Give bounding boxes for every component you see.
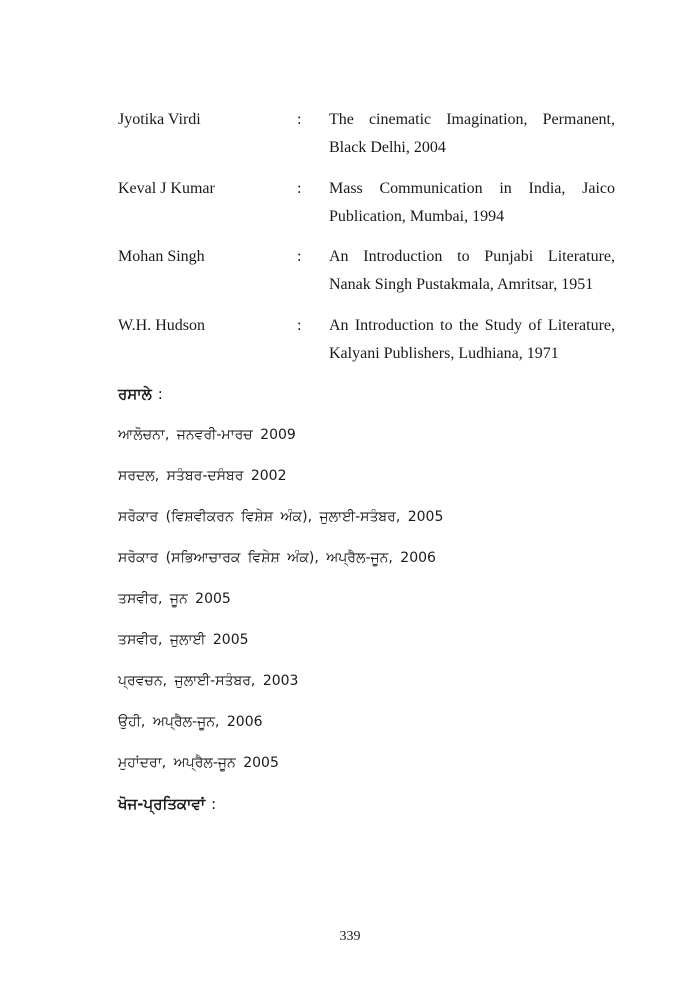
journals-heading-separator: : bbox=[157, 385, 163, 403]
page-number: 339 bbox=[339, 929, 361, 944]
reference-work: The cinematic Imagination, Permanent, Black Delhi, 2004 bbox=[329, 111, 615, 156]
reference-separator: : bbox=[297, 317, 302, 334]
journals-heading-label: ਰਸਾਲੇ bbox=[118, 385, 152, 403]
journal-item: ਸਰੋਕਾਰ (ਸਭਿਆਚਾਰਕ ਵਿਸ਼ੇਸ਼ ਅੰਕ), ਅਪ੍ਰੈਲ-ਜੂਨ, 2006 bbox=[118, 550, 436, 566]
journals-heading bbox=[118, 385, 163, 403]
reference-separator: : bbox=[297, 180, 302, 197]
journal-item: ਸਰੋਕਾਰ (ਵਿਸ਼ਵੀਕਰਨ ਵਿਸ਼ੇਸ਼ ਅੰਕ), ਜੁਲਾਈ-ਸਤੰਬਰ, 2005 bbox=[118, 509, 444, 525]
reference-work: An Introduction to the Study of Literature, Kalyani Publishers, Ludhiana, 1971 bbox=[329, 317, 615, 362]
theses-heading-label: ਖੋਜ-ਪ੍ਰਤਿਕਾਵਾਂ bbox=[118, 795, 206, 813]
reference-separator: : bbox=[297, 248, 302, 265]
journal-item: ਪ੍ਰਵਚਨ, ਜੁਲਾਈ-ਸਤੰਬਰ, 2003 bbox=[118, 673, 299, 689]
journal-item: ਤਸਵੀਰ, ਜੁਲਾਈ 2005 bbox=[118, 632, 249, 648]
journal-item: ਸਰਦਲ, ਸਤੰਬਰ-ਦਸੰਬਰ 2002 bbox=[118, 468, 287, 484]
reference-work: An Introduction to Punjabi Literature, Nanak Singh Pustakmala, Amritsar, 1951 bbox=[329, 248, 615, 293]
reference-author: Mohan Singh bbox=[118, 248, 205, 265]
journal-item: ਤਸਵੀਰ, ਜੂਨ 2005 bbox=[118, 591, 231, 607]
journal-item: ਆਲੋਚਨਾ, ਜਨਵਰੀ-ਮਾਰਚ 2009 bbox=[118, 427, 296, 443]
theses-heading-separator: : bbox=[211, 795, 217, 813]
reference-work: Mass Communication in India, Jaico Publication, Mumbai, 1994 bbox=[329, 180, 615, 225]
reference-author: Jyotika Virdi bbox=[118, 111, 201, 128]
journal-item: ਉਹੀ, ਅਪ੍ਰੈਲ-ਜੂਨ, 2006 bbox=[118, 714, 263, 730]
theses-heading bbox=[118, 795, 216, 813]
reference-author: Keval J Kumar bbox=[118, 180, 215, 197]
reference-separator: : bbox=[297, 111, 302, 128]
reference-author: W.H. Hudson bbox=[118, 317, 205, 334]
journal-item: ਮੁਹਾਂਦਰਾ, ਅਪ੍ਰੈਲ-ਜੂਨ 2005 bbox=[118, 755, 279, 771]
